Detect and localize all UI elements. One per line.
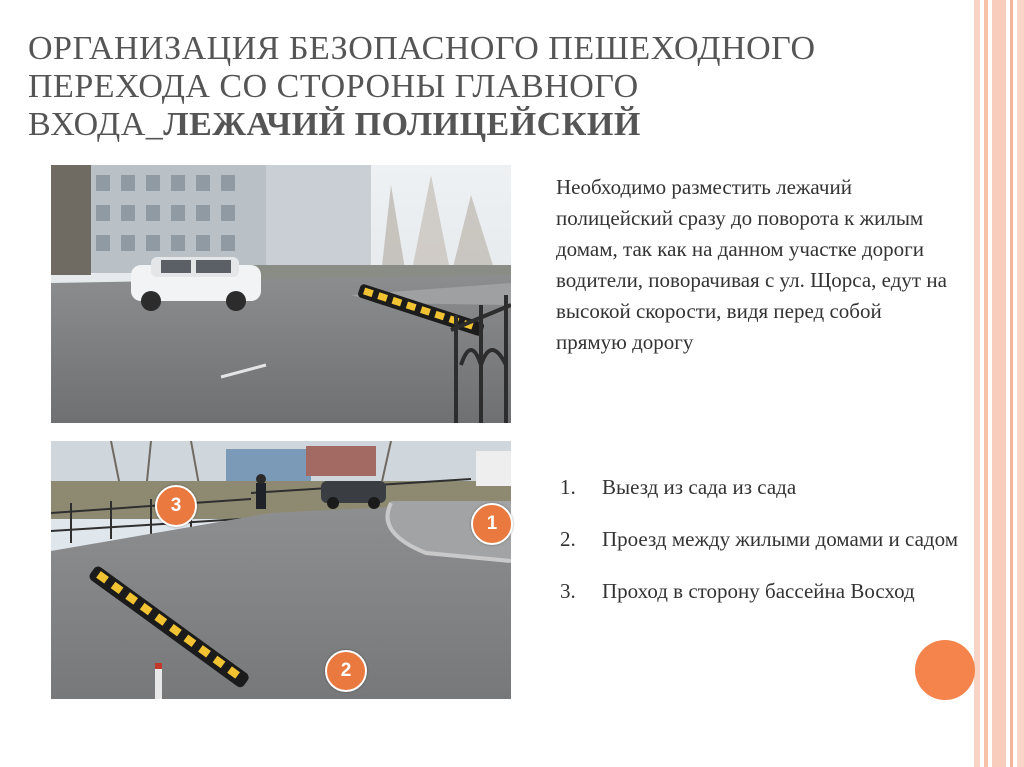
street-photo-top — [51, 165, 511, 423]
numbered-list — [560, 472, 960, 628]
list-item-text: Проезд между жилыми домами и садом — [602, 527, 959, 551]
badge-2: 2 — [325, 650, 367, 692]
list-item-text: Проход в сторону бассейна Восход — [602, 579, 915, 603]
badge-3: 3 — [155, 485, 197, 527]
list-item — [560, 472, 960, 502]
list-item-number: 3. — [560, 579, 576, 603]
list-item-number: 2. — [560, 527, 576, 551]
title-line-2: ПЕРЕХОДА СО СТОРОНЫ ГЛАВНОГО — [28, 68, 639, 105]
list-item-number: 1. — [560, 475, 576, 499]
description-text: Необходимо разместить лежачий полицейский сразу до поворота к жилым домам, так как на данном участке дороги водители, поворачивая с ул. Щорса, едут на высокой скорости, видя перед собой прямую дорогу — [556, 175, 947, 354]
decorative-orange-circle — [915, 640, 975, 700]
title-line-1: ОРГАНИЗАЦИЯ БЕЗОПАСНОГО ПЕШЕХОДНОГО — [28, 30, 816, 67]
page-title — [28, 30, 968, 144]
title-line-3 — [28, 106, 968, 144]
list-item — [560, 524, 960, 554]
title-line-3-bold: ЛЕЖАЧИЙ ПОЛИЦЕЙСКИЙ — [163, 106, 641, 143]
title-line-3-prefix: ВХОДА_ — [28, 106, 164, 143]
intersection-photo-bottom — [51, 441, 511, 699]
list-item — [560, 576, 960, 606]
decorative-stripes — [974, 0, 1024, 767]
badge-1: 1 — [471, 503, 513, 545]
list-item-text: Выезд из сада из сада — [602, 475, 797, 499]
